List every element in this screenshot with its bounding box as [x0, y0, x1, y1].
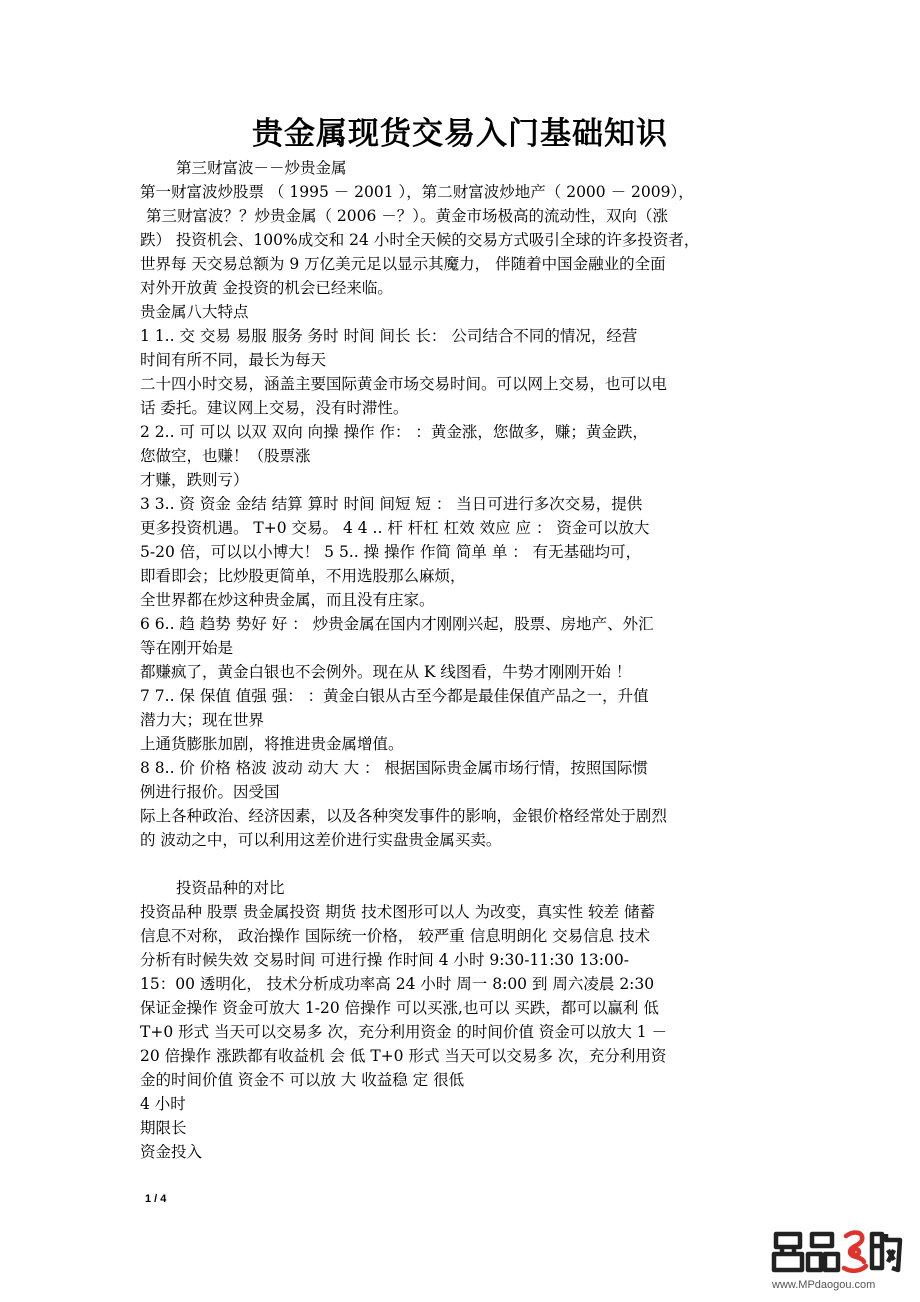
body-line: 3 3.. 资 资金 金结 结算 算时 时间 间短 短 ： 当日可进行多次交易，提供 — [140, 495, 643, 513]
body-line: 潜力大；现在世界 — [140, 711, 265, 729]
body-line: 投资品种 股票 贵金属投资 期货 技术图形可以人 为改变，真实性 较差 储蓄 — [140, 903, 655, 921]
body-line: 等在刚开始是 — [140, 639, 234, 657]
body-line: 际上各种政治、经济因素，以及各种突发事件的影响，金银价格经常处于剧烈 — [140, 807, 668, 825]
body-line: 6 6.. 趋 趋势 势好 好 ： 炒贵金属在国内才刚刚兴起，股票、房地产、外汇 — [140, 615, 654, 633]
body-line: 时间有所不同，最长为每天 — [140, 351, 327, 369]
body-line: 话 委托。建议网上交易，没有时滞性。 — [140, 399, 409, 417]
body-line: 期限长 — [140, 1119, 187, 1137]
section-heading: 贵金属八大特点 — [140, 303, 249, 321]
body-line: 第三财富波？？炒贵金属（ 2006 －？）。黄金市场极高的流动性，双向（涨 — [146, 207, 669, 225]
body-line: 世界每 天交易总额为 9 万亿美元足以显示其魔力， 伴随着中国金融业的全面 — [140, 255, 666, 273]
body-line: 分析有时候失效 交易时间 可进行操 作时间 4 小时 9:30-11:30 13:00- — [140, 951, 629, 969]
body-line: 2 2.. 可 可以 以双 双向 向操 操作 作： ：黄金涨，您做多，赚；黄金跌， — [140, 423, 648, 441]
body-line: T+0 形式 当天可以交易多 次，充分利用资金 的时间价值 资金可以放大 1 － — [140, 1023, 668, 1041]
page-number: 1 / 4 — [145, 1193, 167, 1205]
body-line: 8 8.. 价 价格 格波 波动 动大 大 ： 根据国际贵金属市场行情，按照国际惯 — [140, 759, 648, 777]
body-line: 金的时间价值 资金不 可以放 大 收益稳 定 很低 — [140, 1071, 465, 1089]
body-line: 15：00 透明化， 技术分析成功率高 24 小时 周一 8:00 到 周六凌晨 2:30 — [140, 975, 655, 993]
body-line: 二十四小时交易，涵盖主要国际黄金市场交易时间。可以网上交易，也可以电 — [140, 375, 668, 393]
body-line: 例进行报价。因受国 — [140, 783, 280, 801]
document-title: 贵金属现货交易入门基础知识 — [252, 116, 668, 152]
blank-line — [140, 852, 785, 876]
body-line: 都赚疯了，黄金白银也不会例外。现在从 K 线图看，牛势才刚刚开始 ！ — [140, 663, 632, 681]
body-line: 5-20 倍，可以以小博大！ 5 5.. 操 操作 作简 简单 单 ： 有无基础均可， — [140, 543, 642, 561]
subtitle-line: 第三财富波－－炒贵金属 — [176, 159, 347, 177]
body-line: 的 波动之中，可以利用这差价进行实盘贵金属买卖。 — [140, 831, 502, 849]
body-line: 4 小时 — [140, 1095, 186, 1113]
body-line: 跌） 投资机会、100%成交和 24 小时全天候的交易方式吸引全球的许多投资者， — [140, 231, 700, 249]
body-line: 1 1.. 交 交易 易服 服务 务时 时间 间长 长： 公司结合不同的情况，经营 — [140, 327, 638, 345]
body-line: 20 倍操作 涨跌都有收益机 会 低 T+0 形式 当天可以交易多 次，充分利用资 — [140, 1047, 667, 1065]
body-line: 资金投入 — [140, 1143, 203, 1161]
watermark-url: www.MPdaogou.com — [772, 1279, 876, 1291]
body-line: 第一财富波炒股票 （ 1995 － 2001 ），第二财富波炒地产（ 2000 － 2009）， — [140, 183, 694, 201]
body-line: 才赚，跌则亏） — [140, 471, 249, 489]
body-line: 信息不对称， 政治操作 国际统一价格， 较严重 信息明朗化 交易信息 技术 — [140, 927, 651, 945]
section-heading: 投资品种的对比 — [176, 879, 285, 897]
mpdaogou-logo-icon — [770, 1226, 905, 1278]
body-line: 7 7.. 保 保值 值强 强： ：黄金白银从古至今都是最佳保值产品之一，升值 — [140, 687, 649, 705]
body-line: 即看即会；比炒股更简单，不用选股那么麻烦， — [140, 567, 466, 585]
watermark — [770, 1226, 910, 1296]
body-line: 对外开放黄 金投资的机会已经来临。 — [140, 279, 393, 297]
body-line: 您做空，也赚！（股票涨 — [140, 447, 311, 465]
body-line: 全世界都在炒这种贵金属，而且没有庄家。 — [140, 591, 435, 609]
body-line: 保证金操作 资金可放大 1-20 倍操作 可以买涨,也可以 买跌，都可以赢利 低 — [140, 999, 659, 1017]
body-line: 上通货膨胀加剧，将推进贵金属增值。 — [140, 735, 404, 753]
document-body — [140, 156, 785, 1164]
body-line: 更多投资机遇。 T+0 交易。 4 4 .. 杆 杆杠 杠效 效应 应 ： 资金可以放大 — [140, 519, 650, 537]
